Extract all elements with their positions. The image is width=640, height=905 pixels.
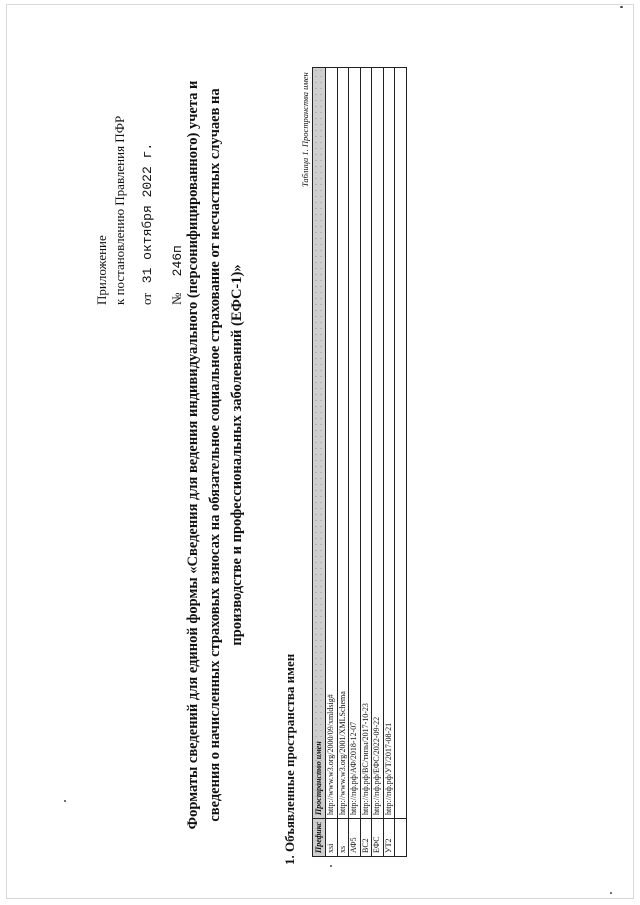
header-resolution: к постановлению Правления ПФР (112, 115, 127, 305)
cell-prefix: xs (337, 818, 349, 856)
cell-prefix (395, 818, 407, 856)
table-row (337, 68, 349, 857)
table-caption: Таблица 1. Пространства имен (300, 72, 310, 187)
cell-namespace: http://пф.рф/УТ/2017-08-21 (383, 68, 395, 819)
scan-speck (620, 6, 623, 8)
cell-namespace: http://пф.рф/ЕФС/2022-09-22 (372, 68, 384, 819)
header-date-value: 31 октября 2022 г. (140, 142, 155, 284)
namespaces-table (312, 67, 407, 857)
cell-namespace: http://www.w3.org/2001/XMLSchema (337, 68, 349, 819)
table-row (360, 68, 372, 857)
scan-speck (64, 800, 66, 802)
cell-namespace: http://пф.рф/АФ/2018-12-07 (349, 68, 361, 819)
table-row (372, 68, 384, 857)
table-row (395, 68, 407, 857)
section-heading: 1. Объявленные пространства имен (282, 653, 297, 865)
scan-speck (610, 892, 612, 894)
header-appendix: Приложение (94, 235, 109, 305)
table-row (326, 68, 338, 857)
scan-speck (330, 865, 332, 867)
table-row (383, 68, 395, 857)
header-number-prefix: № (169, 292, 184, 305)
cell-prefix: ЕФС (372, 818, 384, 856)
cell-namespace: http://www.w3.org/2000/09/xmldsig# (326, 68, 338, 819)
cell-namespace (395, 68, 407, 819)
document-title: Форматы сведений для единой формы «Сведения для ведения индивидуального (персонифицированного) учета и сведения о начисленных страховых взносах на обязательное социальное страхование от несчастных случаев на производстве и профессиональных заболеваний (ЕФС-1)» (185, 80, 245, 830)
header-prefix: Префикс (313, 818, 326, 856)
table-header-row (313, 68, 326, 857)
cell-prefix: УТ2 (383, 818, 395, 856)
cell-prefix: xsi (326, 818, 338, 856)
cell-prefix: АФ5 (349, 818, 361, 856)
header-date (140, 143, 154, 305)
table-row (349, 68, 361, 857)
header-namespace: Пространство имен (313, 68, 326, 819)
cell-namespace: http://пф.рф/ВС/типы/2017-10-23 (360, 68, 372, 819)
header-number-value: 246п (170, 245, 185, 277)
cell-prefix: ВС2 (360, 818, 372, 856)
header-date-prefix: от (139, 292, 154, 305)
